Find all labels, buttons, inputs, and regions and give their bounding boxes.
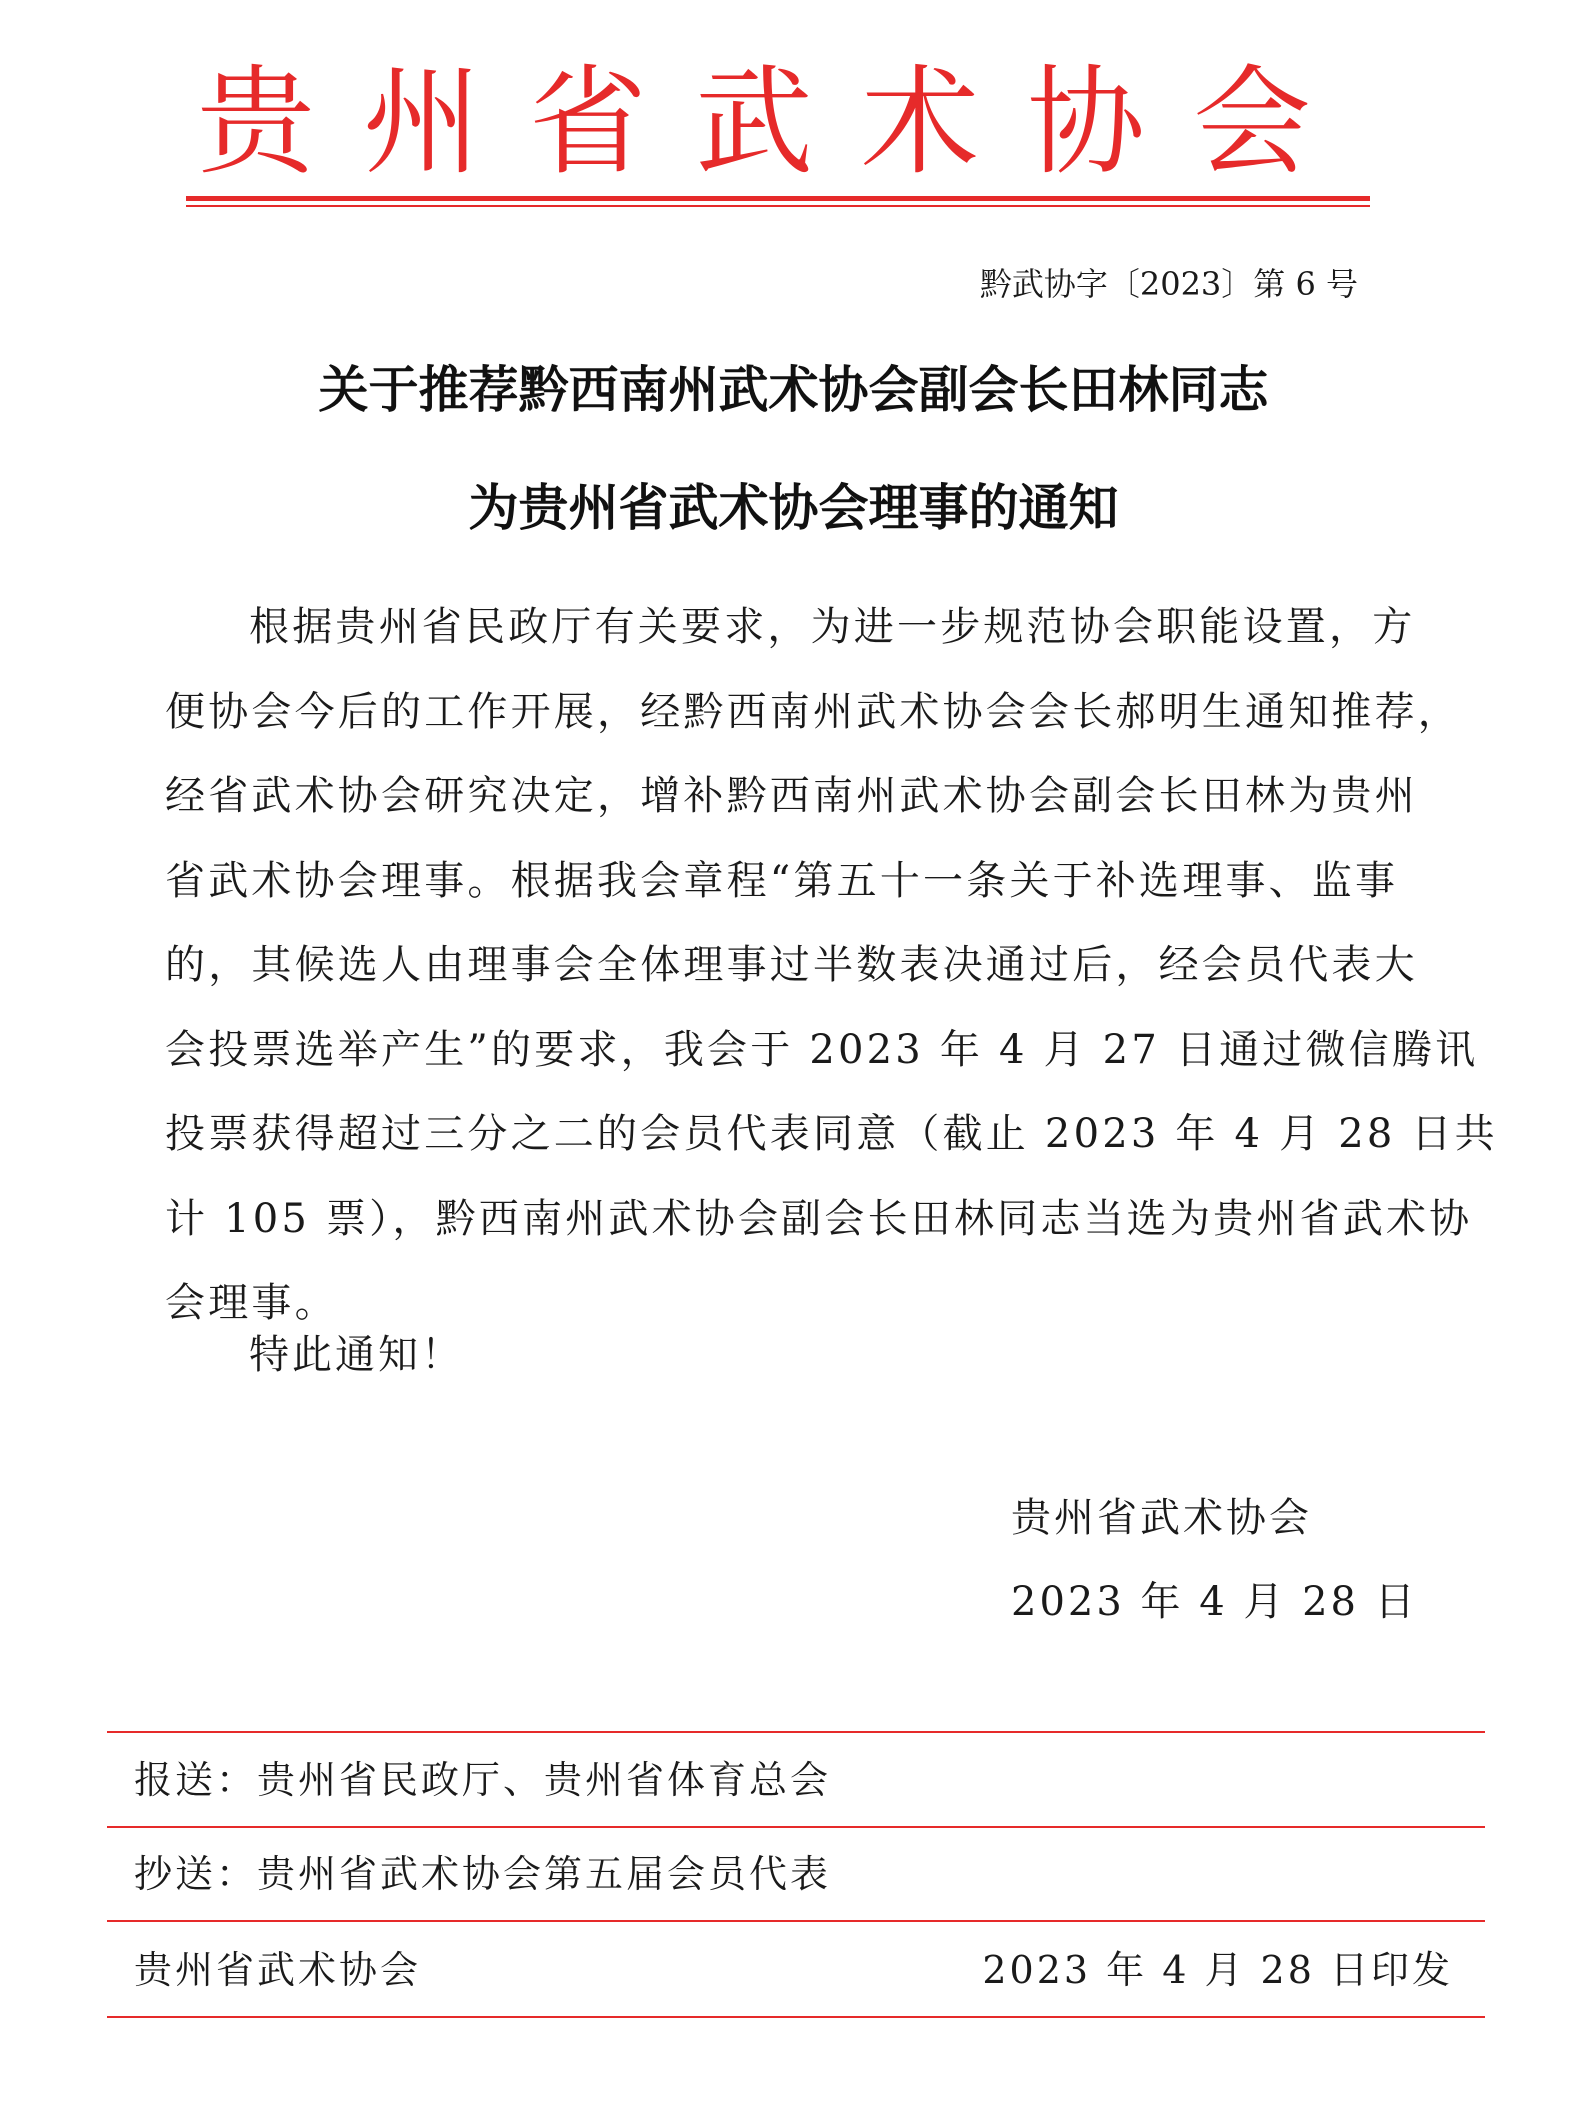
body-line: 计 105 票），黔西南州武术协会副会长田林同志当选为贵州省武术协 bbox=[165, 1195, 1473, 1242]
footer-divider bbox=[107, 2016, 1485, 2018]
report-to-line: 报送：贵州省民政厅、贵州省体育总会 bbox=[134, 1758, 832, 1802]
body-line: 省武术协会理事。根据我会章程“第五十一条关于补选理事、监事 bbox=[165, 857, 1399, 904]
document-number: 黔武协字〔2023〕第 6 号 bbox=[979, 265, 1358, 303]
footer-divider bbox=[107, 1826, 1485, 1828]
document-title-line-2: 为贵州省武术协会理事的通知 bbox=[468, 478, 1119, 537]
header-red-rule-thick bbox=[186, 196, 1370, 201]
footer-divider bbox=[107, 1920, 1485, 1922]
document-title-line-1: 关于推荐黔西南州武术协会副会长田林同志 bbox=[318, 360, 1269, 419]
document-body bbox=[165, 585, 1498, 1346]
organization-header: 贵州省武术协会 bbox=[196, 53, 1359, 191]
copy-to-line: 抄送：贵州省武术协会第五届会员代表 bbox=[134, 1852, 832, 1896]
body-line: 便协会今后的工作开展，经黔西南州武术协会会长郝明生通知推荐， bbox=[165, 688, 1461, 735]
signature-date: 2023 年 4 月 28 日 bbox=[1011, 1579, 1418, 1625]
body-line: 的，其候选人由理事会全体理事过半数表决通过后，经会员代表大 bbox=[165, 942, 1418, 988]
body-line: 经省武术协会研究决定，增补黔西南州武术协会副会长田林为贵州 bbox=[165, 773, 1418, 819]
body-line: 会投票选举产生”的要求，我会于 2023 年 4 月 27 日通过微信腾讯 bbox=[165, 1026, 1479, 1073]
issuer-name: 贵州省武术协会 bbox=[134, 1948, 422, 1992]
print-date: 2023 年 4 月 28 日印发 bbox=[982, 1948, 1453, 1992]
footer-divider bbox=[107, 1731, 1485, 1733]
body-line: 根据贵州省民政厅有关要求，为进一步规范协会职能设置，方 bbox=[249, 604, 1416, 650]
body-line: 投票获得超过三分之二的会员代表同意（截止 2023 年 4 月 28 日共 bbox=[165, 1111, 1498, 1157]
signature-organization: 贵州省武术协会 bbox=[1011, 1495, 1312, 1541]
body-line: 会理事。 bbox=[165, 1280, 338, 1326]
header-red-rule-thin bbox=[186, 205, 1370, 207]
closing-remark: 特此通知！ bbox=[249, 1332, 464, 1378]
